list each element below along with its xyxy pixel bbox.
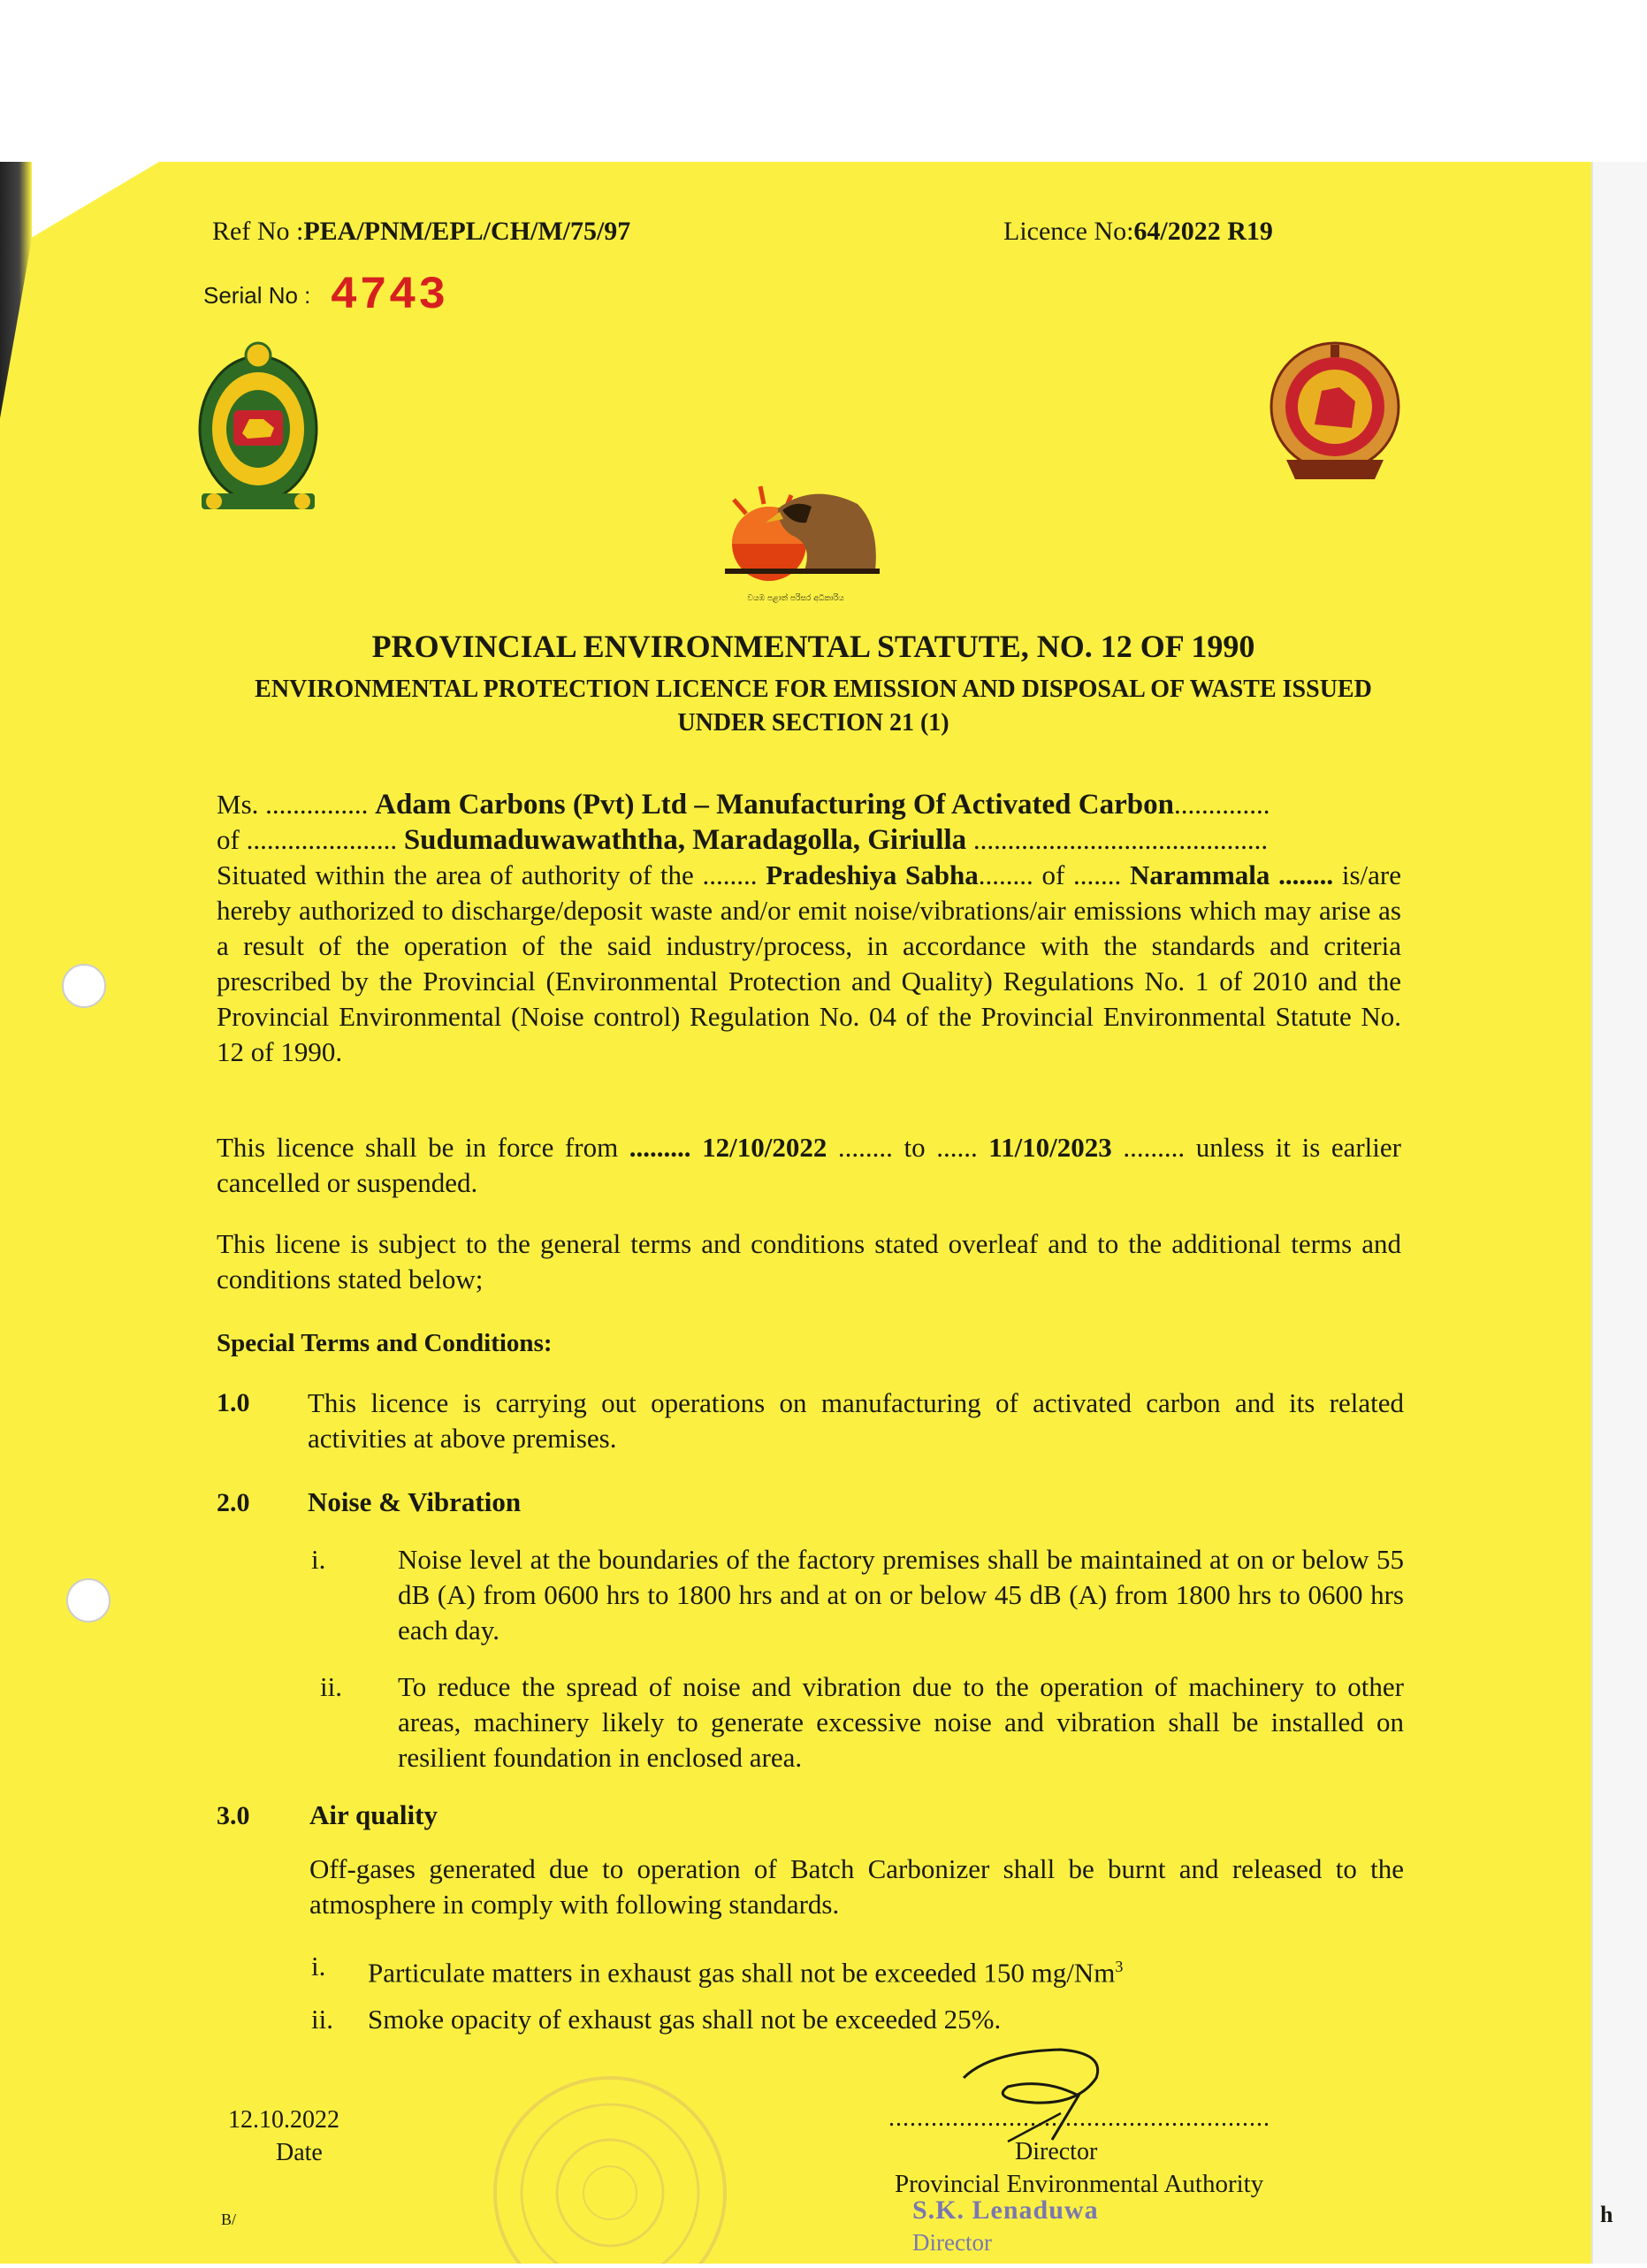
- ref-number: Ref No :PEA/PNM/EPL/CH/M/75/97: [212, 217, 631, 246]
- signatory-authority: Provincial Environmental Authority: [895, 2170, 1264, 2198]
- edge-mark: h: [1600, 2202, 1613, 2227]
- condition-number: 2.0: [217, 1488, 250, 1517]
- serial-number: Serial No : 4743: [203, 270, 448, 322]
- stamp-title: Director: [912, 2229, 992, 2256]
- provincial-emblem-icon: [1269, 336, 1401, 486]
- signatory-title: Director: [1015, 2138, 1098, 2165]
- logo-caption: වයඹ පළාත් පරිසර අධිකාරිය: [747, 594, 844, 603]
- authority-logo-icon: [707, 473, 884, 606]
- stamp-name: S.K. Lenaduwa: [912, 2195, 1099, 2225]
- condition-title: Air quality: [309, 1799, 438, 1830]
- subitem-number: i.: [311, 1544, 326, 1575]
- national-emblem-icon: [194, 336, 323, 517]
- title-subtitle-line2: UNDER SECTION 21 (1): [677, 709, 949, 737]
- licensee-authority-paragraph: Situated within the area of authority of the ........ Pradeshiya Sabha........ of ....... Narammala ........ is/are hereby authorized to discharge/deposit waste and/or emit noise/vibrations/air emissions which may arise as a result of the operation of the said industry/process, in accordance with the standards and criteria prescribed by the Provincial (Environmental Protection and Quality) Regulations No. 1 of 2010 and the Provincial Environmental (Noise control) Regulation No. 04 of the Provincial Environmental Statute No. 12 of 1990.: [217, 859, 1401, 1067]
- title-subtitle-line1: ENVIRONMENTAL PROTECTION LICENCE FOR EMISSION AND DISPOSAL OF WASTE ISSUED: [255, 676, 1372, 703]
- subitem-number: ii.: [311, 2004, 333, 2035]
- special-terms-heading: Special Terms and Conditions:: [217, 1329, 553, 1357]
- subitem-number: ii.: [320, 1671, 342, 1702]
- condition-intro: Off-gases generated due to operation of Batch Carbonizer shall be burnt and released to the atmosphere in comply with following standards.: [309, 1853, 1404, 1920]
- licensee-address-line: of ...................... Sudumaduwawaththa, Maradagolla, Giriulla ...........................................: [217, 824, 1269, 856]
- subitem-text: To reduce the spread of noise and vibration due to the operation of machinery to other areas, machinery likely to generate excessive noise and vibration shall be installed on resilient foundation in enclosed area.: [398, 1671, 1404, 1773]
- issue-date-value: 12.10.2022: [228, 2106, 339, 2134]
- subitem-text: Particulate matters in exhaust gas shall not be exceeded 150 mg/Nm$^3$: [368, 1957, 1124, 1989]
- punch-hole: [62, 964, 106, 1008]
- right-margin: [1591, 162, 1647, 2264]
- page-mark: B/: [221, 2211, 237, 2228]
- document-title: [217, 628, 1410, 737]
- subject-paragraph: This licene is subject to the general terms and conditions stated overleaf and to the additional terms and conditions stated below;: [217, 1228, 1401, 1294]
- condition-text: This licence is carrying out operations on manufacturing of activated carbon and its related activities at above premises.: [308, 1387, 1404, 1454]
- licence-number: Licence No:64/2022 R19: [1003, 217, 1273, 246]
- issue-date-label: Date: [276, 2139, 323, 2166]
- condition-title: Noise & Vibration: [308, 1486, 522, 1517]
- subitem-number: i.: [311, 1951, 326, 1982]
- title-main: PROVINCIAL ENVIRONMENTAL STATUTE, NO. 12 OF 1990: [371, 629, 1255, 664]
- condition-number: 3.0: [217, 1801, 250, 1830]
- official-stamp-icon: [451, 2060, 769, 2264]
- scan-background: [0, 0, 1647, 162]
- subitem-text: Noise level at the boundaries of the factory premises shall be maintained at on or below 55 dB (A) from 0600 hrs to 1800 hrs and at on or below 45 dB (A) from 1800 hrs to 0600 hrs each day.: [398, 1544, 1404, 1646]
- validity-paragraph: This licence shall be in force from ......... 12/10/2022 ........ to ...... 11/10/2023 ......... unless it is earlier cancelled or suspended.: [217, 1132, 1401, 1198]
- licensee-name-line: Ms. ............... Adam Carbons (Pvt) Ltd – Manufacturing Of Activated Carbon..............: [217, 789, 1270, 821]
- licensee-block: [217, 787, 1401, 1070]
- condition-number: 1.0: [217, 1388, 250, 1417]
- signature-line: ......................................................: [888, 2104, 1270, 2132]
- subitem-text: Smoke opacity of exhaust gas shall not be exceeded 25%.: [368, 2004, 1002, 2035]
- punch-hole: [66, 1578, 111, 1623]
